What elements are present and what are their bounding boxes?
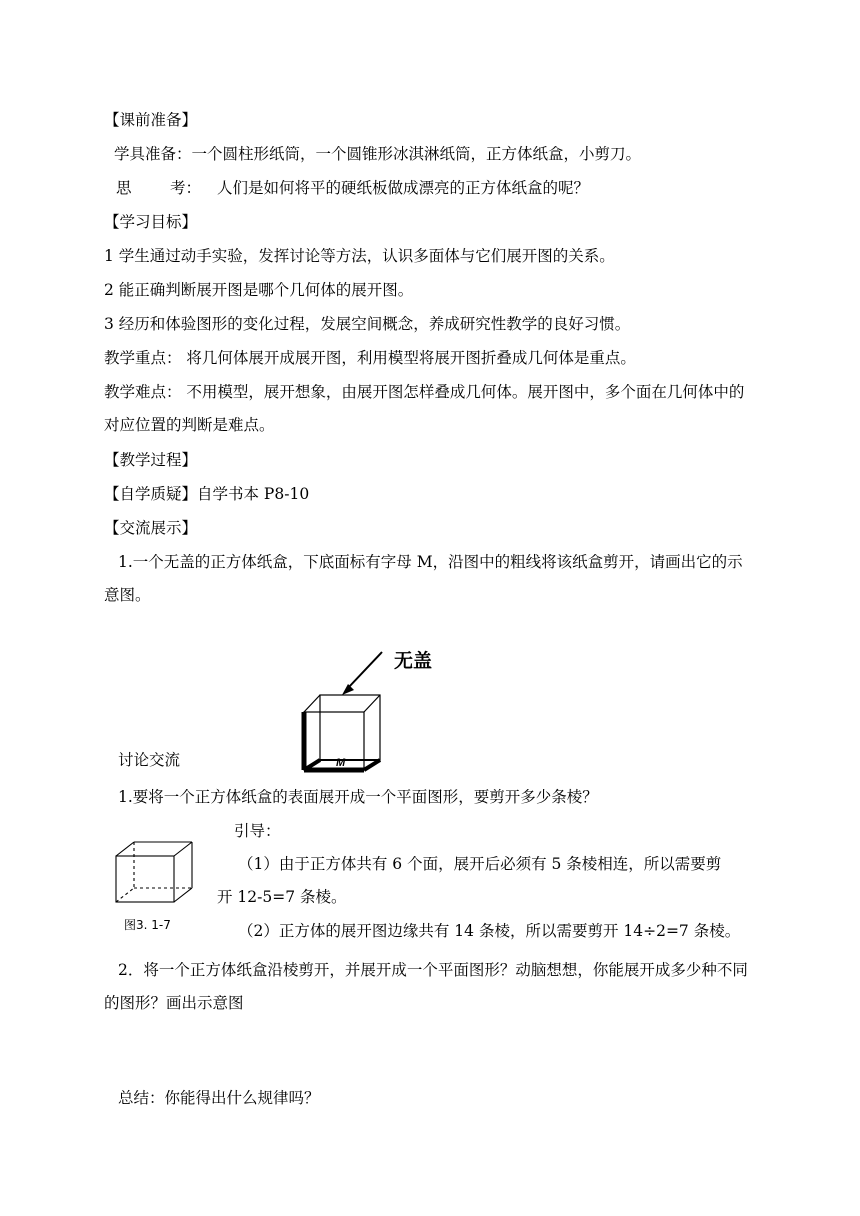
goals-heading: 【学习目标】 <box>104 213 198 231</box>
process-heading: 【教学过程】 <box>104 451 198 469</box>
figure-caption: 图3. 1-7 <box>124 918 171 932</box>
guide-1a: （1）由于正方体共有 6 个面，展开后必须有 5 条棱相连，所以需要剪 <box>238 855 722 873</box>
difficulty: 教学难点： 不用模型，展开想象，由展开图怎样叠成几何体。展开图中，多个面在几何体中的对应位置的判断是难点。 <box>104 383 745 434</box>
tools-line: 学具准备：一个圆柱形纸筒，一个圆锥形冰淇淋纸筒，正方体纸盒，小剪刀。 <box>114 145 642 163</box>
goal-2: 2 能正确判断展开图是哪个几何体的展开图。 <box>104 281 414 299</box>
arrow-head <box>342 684 354 695</box>
goal-1: 1 学生通过动手实验，发挥讨论等方法，认识多面体与它们展开图的关系。 <box>104 247 615 265</box>
self-study: 【自学质疑】自学书本 P8-10 <box>104 485 310 503</box>
box-letter: M <box>336 757 346 769</box>
question-1: 1.一个无盖的正方体纸盒，下底面标有字母 M，沿图中的粗线将该纸盒剪开，请画出它的示意图。 <box>104 553 743 604</box>
guide-1b: 开 12-5=7 条棱。 <box>217 888 347 906</box>
summary: 总结：你能得出什么规律吗？ <box>118 1089 320 1107</box>
guide-2: （2）正方体的展开图边缘共有 14 条棱，所以需要剪开 14÷2=7 条棱。 <box>238 922 741 940</box>
key-point: 教学重点： 将几何体展开成展开图，利用模型将展开图折叠成几何体是重点。 <box>104 349 636 367</box>
arrow-line <box>348 652 382 688</box>
think-label-2: 考： <box>170 179 202 197</box>
no-lid-label: 无盖 <box>394 651 433 672</box>
open-box-figure <box>298 640 458 775</box>
guide-label: 引导： <box>234 822 281 840</box>
discussion-question-1: 1.要将一个正方体纸盒的表面展开成一个平面图形，要剪开多少条棱？ <box>118 788 598 806</box>
exchange-heading: 【交流展示】 <box>104 519 198 537</box>
think-text: 人们是如何将平的硬纸板做成漂亮的正方体纸盒的呢？ <box>217 179 590 197</box>
discussion-heading: 讨论交流 <box>118 751 181 769</box>
think-label: 思 <box>116 179 132 197</box>
prep-heading: 【课前准备】 <box>104 111 198 129</box>
goal-3: 3 经历和体验图形的变化过程，发展空间概念，养成研究性教学的良好习惯。 <box>104 315 631 333</box>
discussion-question-2: 2．将一个正方体纸盒沿棱剪开，并展开成一个平面图形？动脑想想，你能展开成多少种不同的图形？画出示意图 <box>104 961 748 1012</box>
cube-figure <box>110 836 200 916</box>
